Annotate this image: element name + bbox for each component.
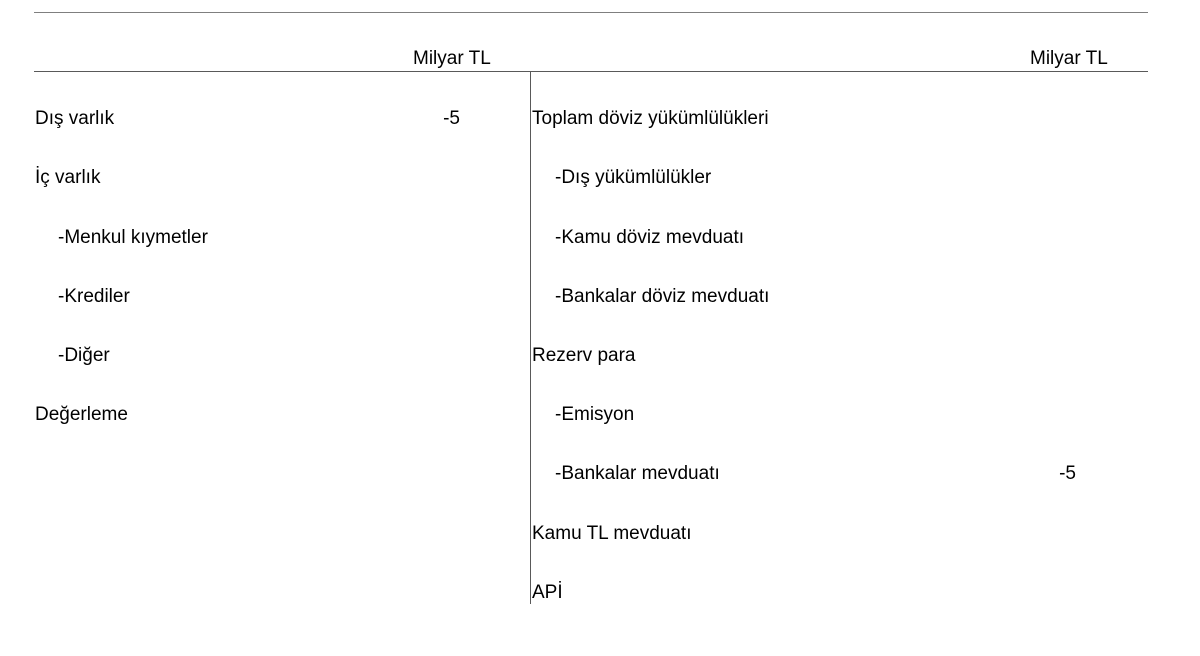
liability-label-toplam-doviz: Toplam döviz yükümlülükleri xyxy=(532,108,769,129)
liability-label-kamu-tl-mevduati: Kamu TL mevduatı xyxy=(532,523,692,544)
asset-label-degerleme: Değerleme xyxy=(35,404,128,425)
column-divider xyxy=(530,72,531,604)
liability-label-kamu-doviz-mevduati: -Kamu döviz mevduatı xyxy=(555,227,745,248)
top-rule xyxy=(34,12,1148,13)
asset-label-ic-varlik: İç varlık xyxy=(35,167,101,188)
header-rule xyxy=(34,71,1148,72)
liability-value-bankalar-mevduati: -5 xyxy=(1059,463,1076,484)
liability-label-dis-yukumlulukler: -Dış yükümlülükler xyxy=(555,167,712,188)
liability-label-bankalar-mevduati: -Bankalar mevduatı xyxy=(555,463,720,484)
asset-label-diger: -Diğer xyxy=(58,345,110,366)
liabilities-unit-header: Milyar TL xyxy=(1030,48,1108,69)
liability-label-bankalar-doviz-mevduati: -Bankalar döviz mevduatı xyxy=(555,286,770,307)
asset-label-menkul-kiymetler: -Menkul kıymetler xyxy=(58,227,208,248)
asset-value-dis-varlik: -5 xyxy=(443,108,460,129)
asset-label-dis-varlik: Dış varlık xyxy=(35,108,115,129)
liability-label-emisyon: -Emisyon xyxy=(555,404,635,425)
asset-label-krediler: -Krediler xyxy=(58,286,130,307)
liability-label-api: APİ xyxy=(532,582,563,603)
liability-label-rezerv-para: Rezerv para xyxy=(532,345,636,366)
assets-unit-header: Milyar TL xyxy=(413,48,491,69)
